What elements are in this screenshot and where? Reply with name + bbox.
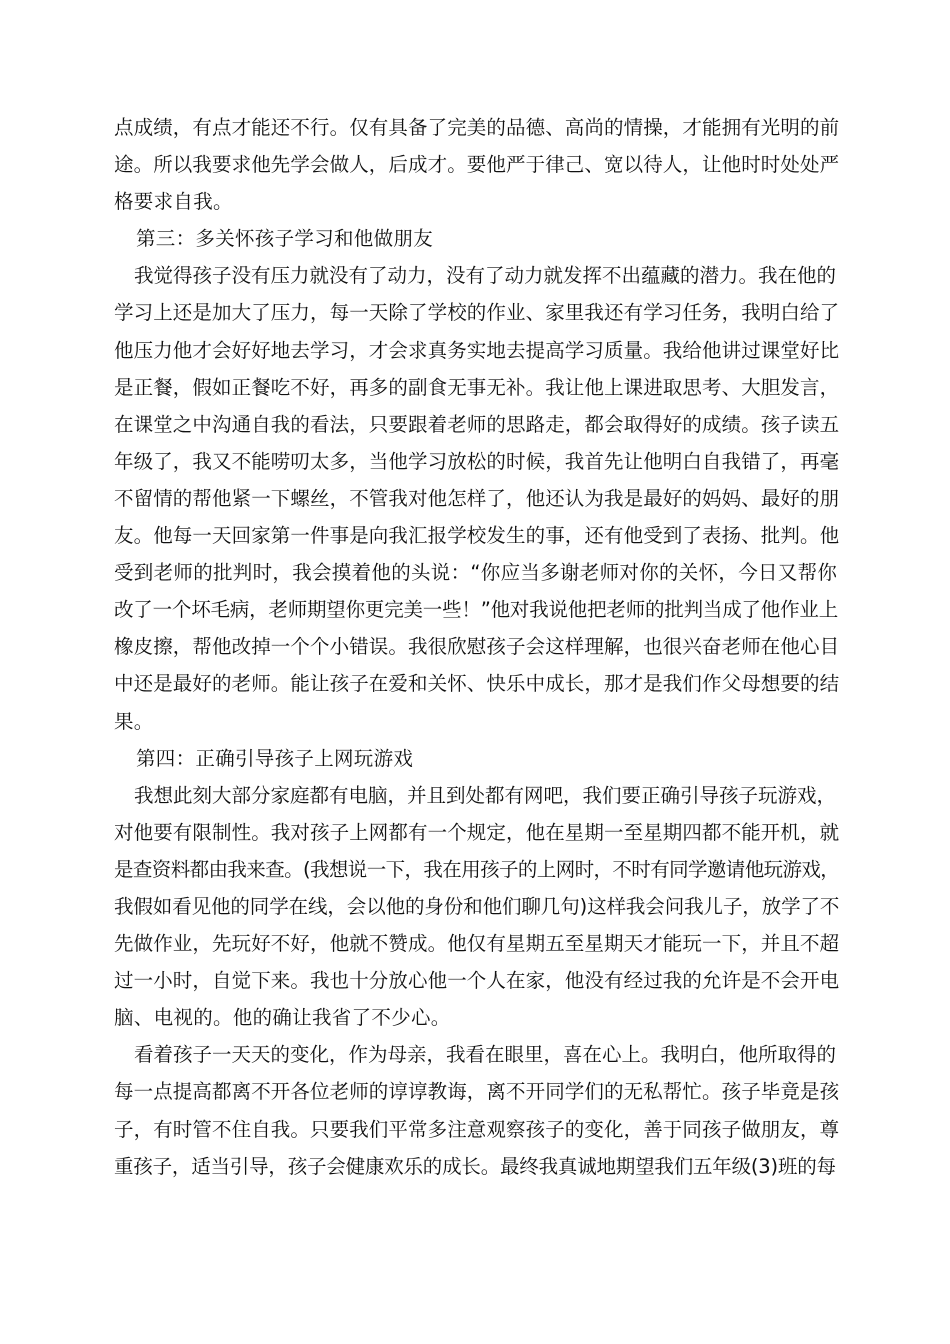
body-line: 果。 [114,709,154,733]
body-line: 过一小时，自觉下来。我也十分放心他一个人在家，他没有经过我的允许是不会开电 [114,969,840,993]
body-line: 在课堂之中沟通自我的看法，只要跟着老师的思路走，都会取得好的成绩。孩子读五 [114,412,840,436]
body-line: 不留情的帮他紧一下螺丝，不管我对他怎样了，他还认为我是最好的妈妈、最好的朋 [114,486,840,510]
body-line: 对他要有限制性。我对孩子上网都有一个规定，他在星期一至星期四都不能开机，就 [114,820,840,844]
body-line: 是正餐，假如正餐吃不好，再多的副食无事无补。我让他上课进取思考、大胆发言， [114,375,840,399]
body-line: 先做作业，先玩好不好，他就不赞成。他仅有星期五至星期天才能玩一下，并且不超 [114,932,840,956]
body-line: 每一点提高都离不开各位老师的谆谆教诲，离不开同学们的无私帮忙。孩子毕竟是孩 [114,1080,840,1104]
body-line: 中还是最好的老师。能让孩子在爱和关怀、快乐中成长，那才是我们作父母想要的结 [114,672,840,696]
body-line: 友。他每一天回家第一件事是向我汇报学校发生的事，还有他受到了表扬、批判。他 [114,524,840,548]
body-line: 他压力他才会好好地去学习，才会求真务实地去提高学习质量。我给他讲过课堂好比 [114,338,840,362]
body-line: 重孩子，适当引导，孩子会健康欢乐的成长。最终我真诚地期望我们五年级(3)班的每 [114,1154,836,1178]
body-line: 我假如看见他的同学在线，会以他的身份和他们聊几句)这样我会问我儿子，放学了不 [114,894,840,918]
body-line: 格要求自我。 [114,190,233,214]
body-line: 受到老师的批判时，我会摸着他的头说：“你应当多谢老师对你的关怀，今日又帮你 [114,561,838,585]
body-line: 我觉得孩子没有压力就没有了动力，没有了动力就发挥不出蕴藏的潜力。我在他的 [134,264,837,288]
section-heading: 第四：正确引导孩子上网玩游戏 [136,746,414,770]
body-line: 改了一个坏毛病，老师期望你更完美一些！”他对我说他把老师的批判当成了他作业上 [114,598,839,622]
document-body [114,109,839,1185]
body-line: 年级了，我又不能唠叨太多，当他学习放松的时候，我首先让他明白自我错了，再毫 [114,449,840,473]
body-line: 看着孩子一天天的变化，作为母亲，我看在眼里，喜在心上。我明白，他所取得的 [134,1043,837,1067]
body-line: 点成绩，有点才能还不行。仅有具备了完美的品德、高尚的情操，才能拥有光明的前 [114,116,840,139]
body-line: 我想此刻大部分家庭都有电脑，并且到处都有网吧，我们要正确引导孩子玩游戏， [134,783,837,807]
body-line: 途。所以我要求他先学会做人，后成才。要他严于律己、宽以待人，让他时时处处严 [114,153,840,177]
body-line: 脑、电视的。他的确让我省了不少心。 [114,1006,451,1030]
body-line: 学习上还是加大了压力，每一天除了学校的作业、家里我还有学习任务，我明白给了 [114,301,840,325]
section-heading: 第三：多关怀孩子学习和他做朋友 [136,227,434,251]
body-line: 橡皮擦，帮他改掉一个个小错误。我很欣慰孩子会这样理解，也很兴奋老师在他心目 [114,635,840,659]
body-line: 子，有时管不住自我。只要我们平常多注意观察孩子的变化，善于同孩子做朋友，尊 [114,1117,840,1141]
body-line: 是查资料都由我来查。(我想说一下，我在用孩子的上网时，不时有同学邀请他玩游戏， [114,857,840,881]
